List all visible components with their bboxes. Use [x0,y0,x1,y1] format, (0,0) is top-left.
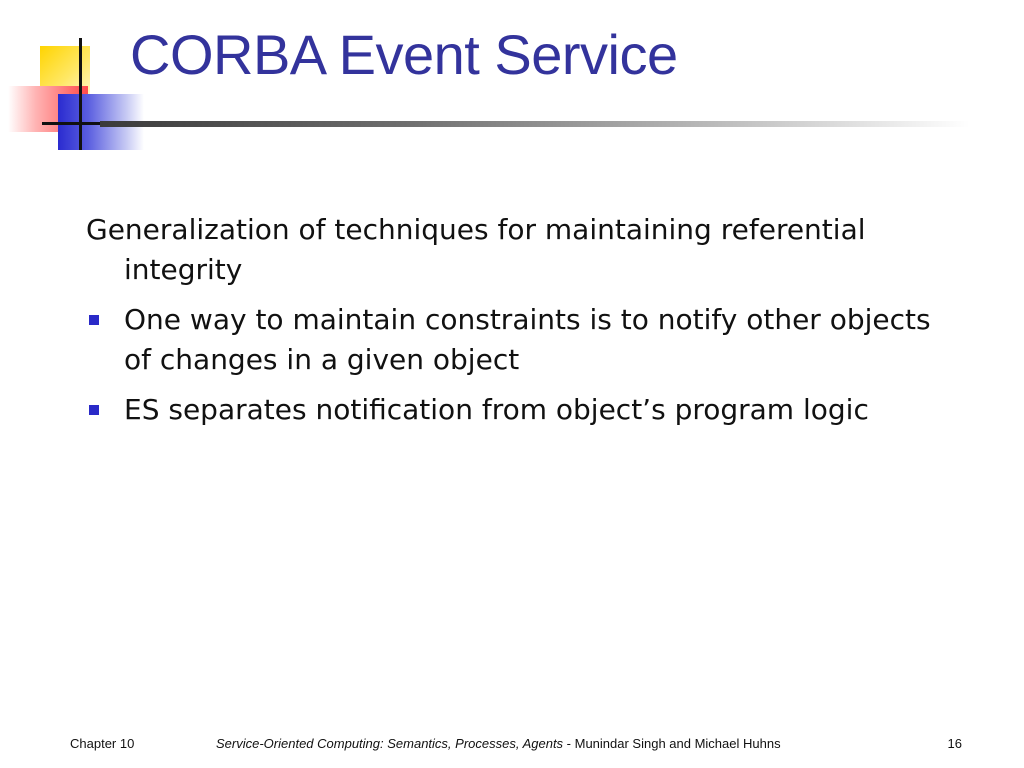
lead-paragraph: Generalization of techniques for maintaining referential integrity [86,213,866,286]
footer-book-title: Service-Oriented Computing: Semantics, Processes, Agents [216,736,564,751]
slide-logo [0,0,150,160]
slide-title: CORBA Event Service [130,23,678,86]
square-bullet-icon [89,405,99,415]
logo-vertical-line [79,38,82,150]
footer-page-number: 16 [947,736,962,751]
bullet-text: One way to maintain constraints is to notify other objects of changes in a given object [124,303,931,376]
bullet-list [86,300,966,430]
slide-footer [0,736,1024,756]
footer-book-credit [216,736,781,751]
square-bullet-icon [89,315,99,325]
bullet-item [86,300,966,380]
logo-horizontal-line [42,122,102,125]
slide-body [86,210,966,440]
bullet-text: ES separates notification from object’s program logic [124,393,869,426]
bullet-item [86,390,966,430]
footer-chapter: Chapter 10 [70,736,135,751]
footer-authors: - Munindar Singh and Michael Huhns [563,736,781,751]
title-divider [100,121,970,127]
